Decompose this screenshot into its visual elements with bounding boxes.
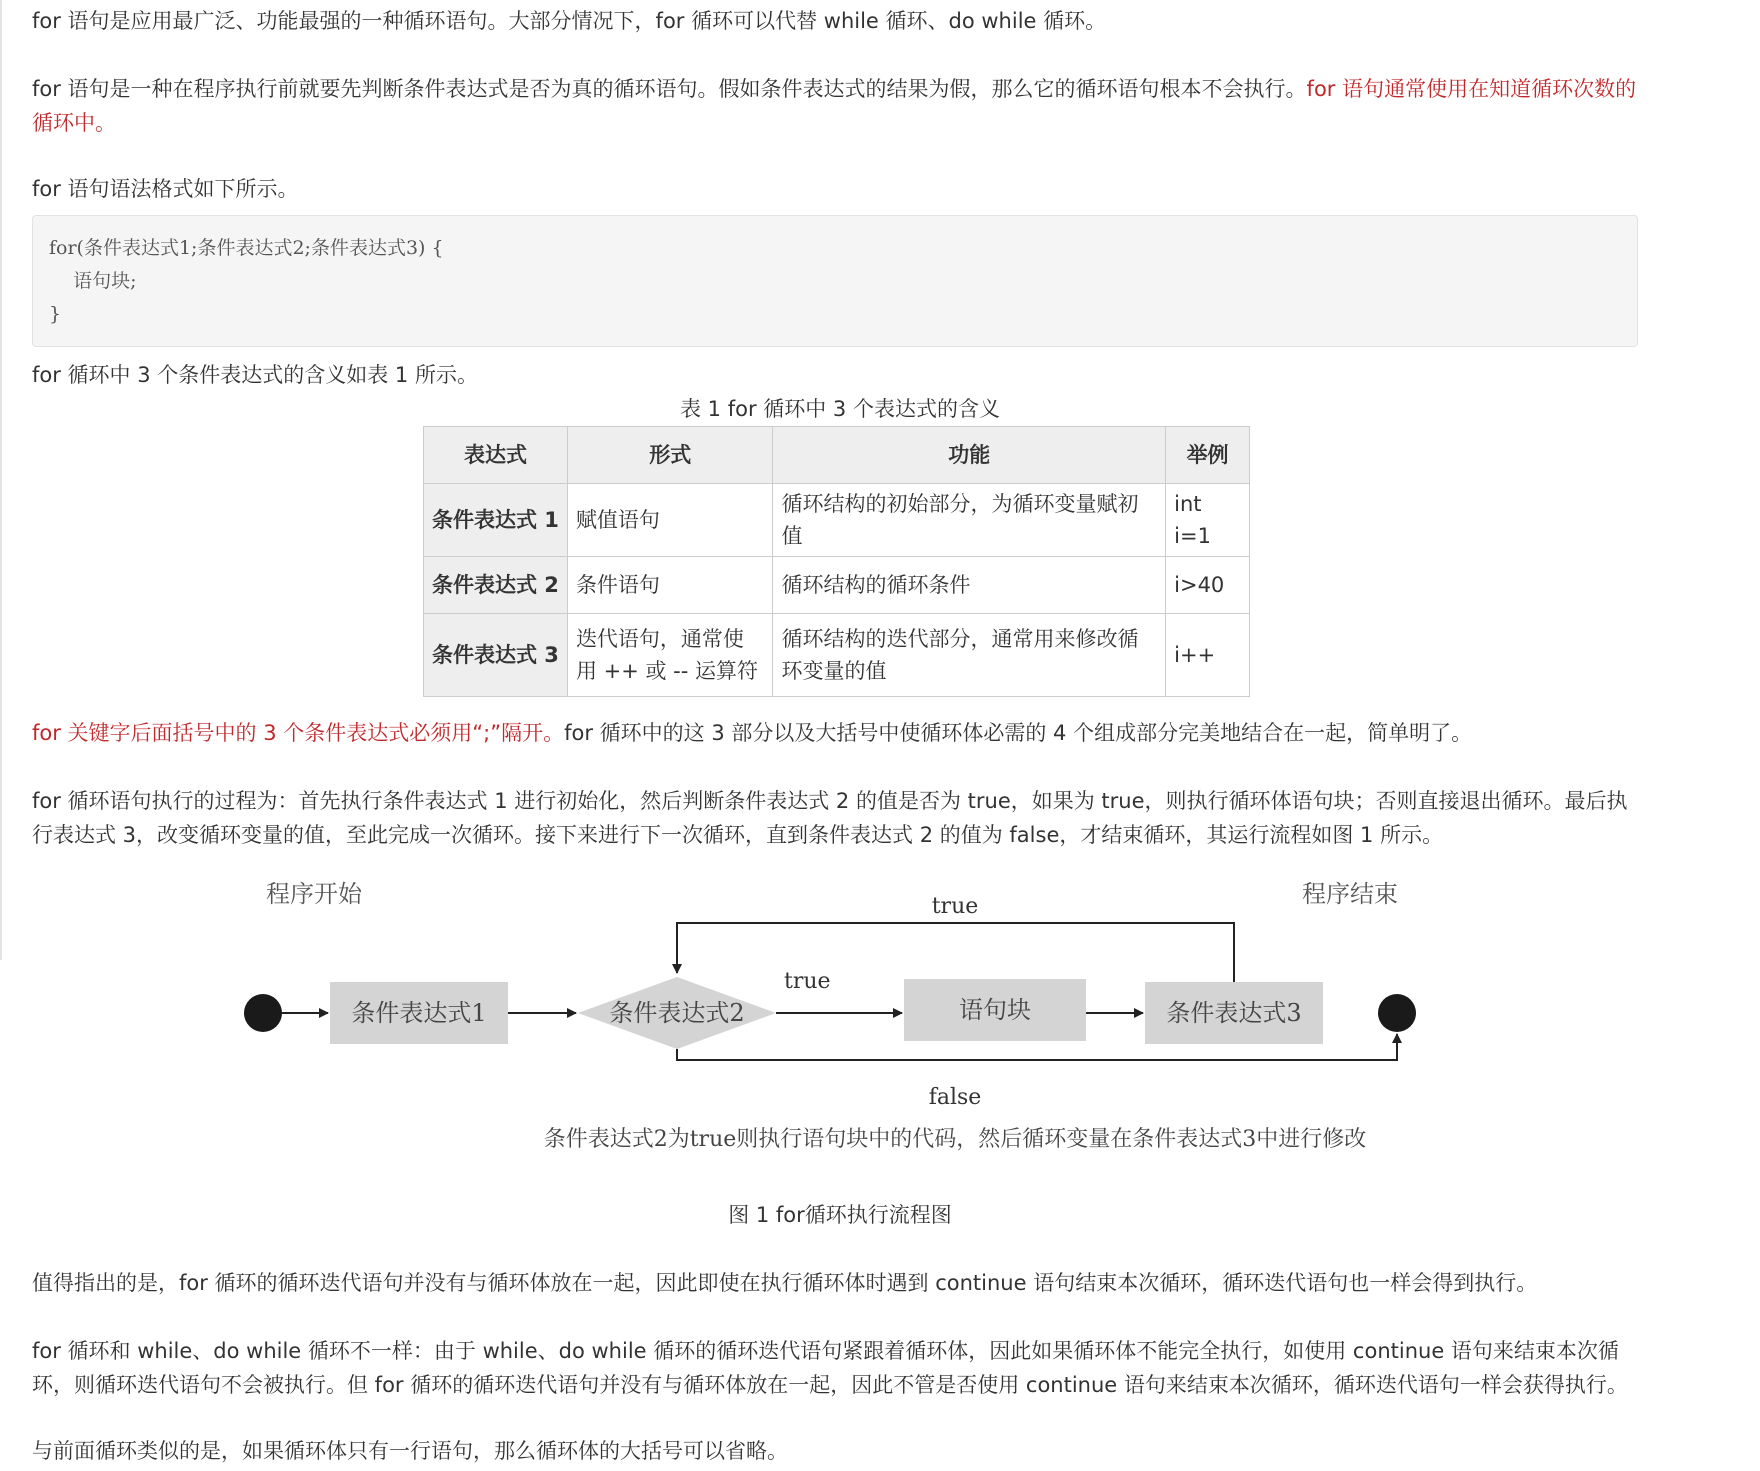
table-header-row (424, 427, 1250, 484)
paragraph-execution-line-1: for 循环语句执行的过程为：首先执行条件表达式 1 进行初始化，然后判断条件表达式 2 的值是否为 true，如果为 true，则执行循环体语句块；否则直接退出循环。最后执 (32, 789, 1628, 813)
branch-false-label: false (928, 1085, 982, 1110)
table-cell-example: i>40 (1166, 557, 1250, 614)
paragraph-brace-omit: 与前面循环类似的是，如果循环体只有一行语句，那么循环体的大括号可以省略。 (32, 1439, 788, 1463)
table-header-example: 举例 (1166, 427, 1250, 484)
statement-block-label: 语句块 (959, 996, 1031, 1024)
table-cell-func: 循环结构的初始部分，为循环变量赋初值 (773, 484, 1166, 557)
for-loop-flowchart (230, 870, 1460, 1170)
paragraph-separator-rule-text: for 循环中的这 3 部分以及大括号中使循环体必需的 4 个组成部分完美地结合在一起，简单明了。 (564, 721, 1473, 745)
paragraph-execution-process (32, 784, 1642, 852)
expr3-label: 条件表达式3 (1166, 999, 1302, 1027)
paragraph-continue-note: 值得指出的是，for 循环的循环迭代语句并没有与循环体放在一起，因此即使在执行循环体时遇到 continue 语句结束本次循环，循环迭代语句也一样会得到执行。 (32, 1271, 1538, 1295)
table-cell-expr: 条件表达式 1 (424, 484, 568, 557)
table-cell-expr: 条件表达式 3 (424, 614, 568, 697)
highlight-known-count: for 语句通常使用在知道循环次数的循环中。 (32, 77, 1637, 135)
loop-true-label: true (931, 894, 979, 919)
code-block (32, 215, 1638, 347)
paragraph-execution-line-2: 行表达式 3，改变循环变量的值，至此完成一次循环。接下来进行下一次循环，直到条件表达式 2 的值为 false，才结束循环，其运行流程如图 1 所示。 (32, 823, 1444, 847)
end-label: 程序结束 (1302, 880, 1398, 908)
flowchart-note: 条件表达式2为true则执行语句块中的代码，然后循环变量在条件表达式3中进行修改 (543, 1127, 1367, 1152)
table-cell-form: 迭代语句，通常使用 ++ 或 -- 运算符 (567, 614, 773, 697)
table-row (424, 484, 1250, 557)
paragraph-for-condition-text: for 语句是一种在程序执行前就要先判断条件表达式是否为真的循环语句。假如条件表达式的结果为假，那么它的循环语句根本不会执行。 (32, 77, 1307, 101)
table-row (424, 614, 1250, 697)
table-cell-form: 条件语句 (567, 557, 773, 614)
table-cell-example: int i=1 (1166, 484, 1250, 557)
table-header-form: 形式 (567, 427, 773, 484)
branch-true-label: true (784, 969, 831, 994)
code-line-3: } (49, 303, 62, 325)
start-label: 程序开始 (266, 880, 362, 908)
paragraph-for-condition (32, 72, 1642, 140)
table-header-expr: 表达式 (424, 427, 568, 484)
expr1-label: 条件表达式1 (351, 999, 487, 1027)
paragraph-syntax-intro: for 语句语法格式如下所示。 (32, 177, 299, 201)
left-border (0, 0, 2, 960)
figure-caption: 图 1 for循环执行流程图 (728, 1203, 952, 1227)
table-cell-form: 赋值语句 (567, 484, 773, 557)
paragraph-separator-rule (32, 716, 1642, 750)
table-header-func: 功能 (773, 427, 1166, 484)
paragraph-table-intro: for 循环中 3 个条件表达式的含义如表 1 所示。 (32, 363, 478, 387)
expression-table (423, 426, 1250, 697)
table-row (424, 557, 1250, 614)
paragraph-compare-line-1: for 循环和 while、do while 循环不一样：由于 while、do while 循环的循环迭代语句紧跟着循环体，因此如果循环体不能完全执行，如使用 continue 语句来结束本次循 (32, 1339, 1619, 1363)
start-node (244, 994, 282, 1032)
loop-back-arrow (677, 923, 1234, 982)
paragraph-compare-while (32, 1334, 1642, 1402)
paragraph-intro: for 语句是应用最广泛、功能最强的一种循环语句。大部分情况下，for 循环可以代替 while 循环、do while 循环。 (32, 9, 1107, 33)
table-cell-expr: 条件表达式 2 (424, 557, 568, 614)
table-caption: 表 1 for 循环中 3 个表达式的含义 (680, 397, 1000, 421)
table-cell-func: 循环结构的迭代部分，通常用来修改循环变量的值 (773, 614, 1166, 697)
table-cell-example: i++ (1166, 614, 1250, 697)
paragraph-compare-line-2: 环，则循环迭代语句不会被执行。但 for 循环的循环迭代语句并没有与循环体放在一起，因此不管是否使用 continue 语句来结束本次循环，循环迭代语句一样会获得执行。 (32, 1373, 1628, 1397)
end-node (1378, 994, 1416, 1032)
expr2-label: 条件表达式2 (609, 999, 745, 1027)
highlight-semicolon-rule: for 关键字后面括号中的 3 个条件表达式必须用“;”隔开。 (32, 721, 565, 745)
code-line-2: 语句块; (49, 270, 137, 292)
table-cell-func: 循环结构的循环条件 (773, 557, 1166, 614)
code-line-1: for(条件表达式1;条件表达式2;条件表达式3) { (49, 237, 444, 259)
